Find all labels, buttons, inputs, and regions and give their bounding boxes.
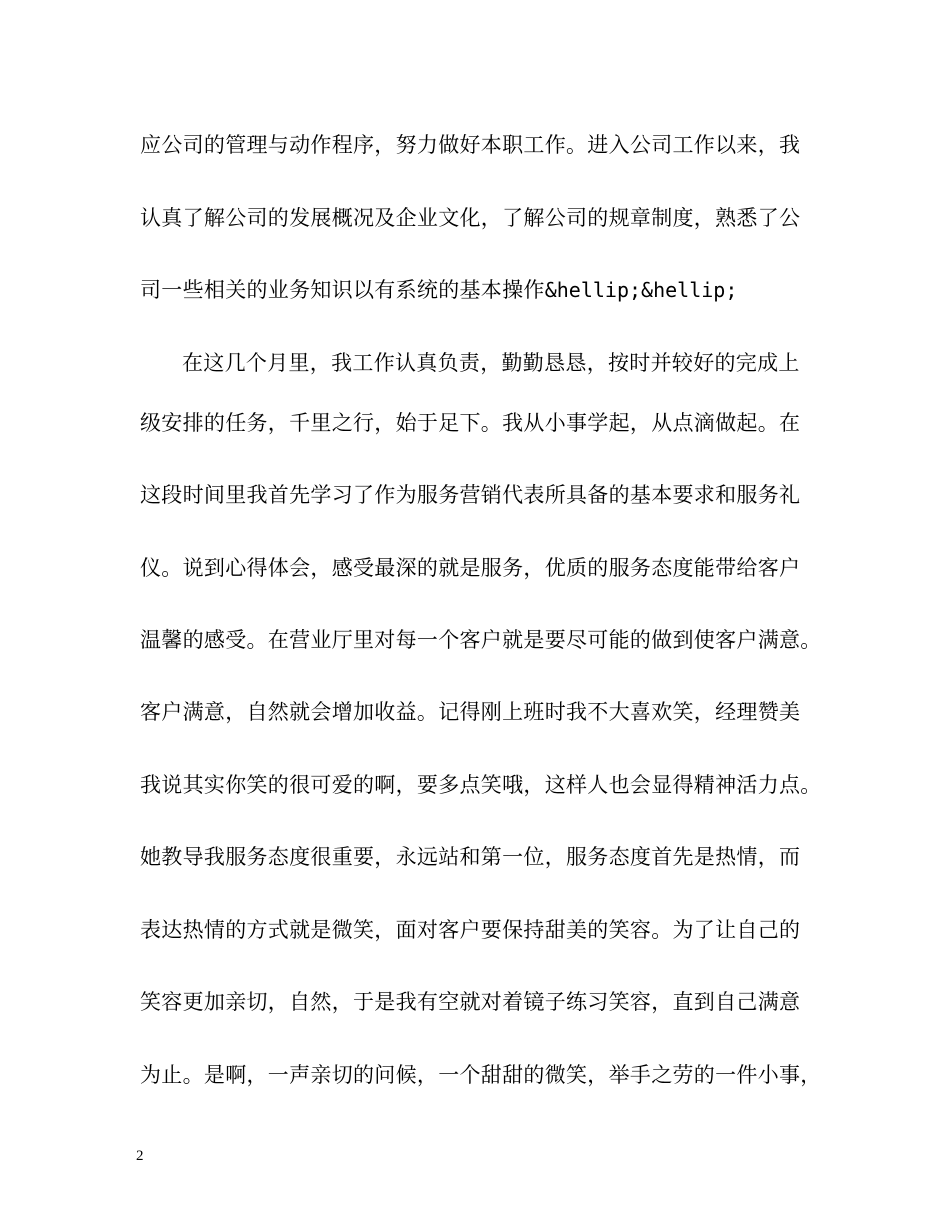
paragraph-2-first-line: 在这几个月里，我工作认真负责，勤勤恳恳，按时并较好的完成上	[182, 351, 800, 375]
html-entity-text: &hellip;&hellip;	[544, 278, 738, 302]
page-number: 2	[136, 1148, 144, 1164]
text-line-11: 她教导我服务态度很重要，永远站和第一位，服务态度首先是热情，而	[140, 845, 801, 869]
text-line-7: 仪。说到心得体会，感受最深的就是服务，优质的服务态度能带给客户	[140, 556, 801, 580]
text-line-9: 客户满意，自然就会增加收益。记得刚上班时我不大喜欢笑，经理赞美	[140, 700, 801, 724]
text-line-6: 这段时间里我首先学习了作为服务营销代表所具备的基本要求和服务礼	[140, 483, 801, 507]
text-line-2: 认真了解公司的发展概况及企业文化，了解公司的规章制度，熟悉了公	[140, 206, 801, 230]
text-line-13: 笑容更加亲切，自然，于是我有空就对着镜子练习笑容，直到自己满意	[140, 990, 801, 1014]
text-line-3	[140, 275, 820, 305]
text-line-5: 级安排的任务，千里之行，始于足下。我从小事学起，从点滴做起。在	[140, 411, 801, 435]
text-line-3-body: 司一些相关的业务知识以有系统的基本操作	[140, 278, 545, 302]
text-line-8: 温馨的感受。在营业厅里对每一个客户就是要尽可能的做到使客户满意。	[140, 628, 822, 652]
text-line-12: 表达热情的方式就是微笑，面对客户要保持甜美的笑容。为了让自己的	[140, 918, 801, 942]
text-line-1: 应公司的管理与动作程序，努力做好本职工作。进入公司工作以来，我	[140, 133, 801, 157]
text-line-14: 为止。是啊，一声亲切的问候，一个甜甜的微笑，举手之劳的一件小事，	[140, 1063, 822, 1087]
text-line-10: 我说其实你笑的很可爱的啊，要多点笑哦，这样人也会显得精神活力点。	[140, 773, 822, 797]
